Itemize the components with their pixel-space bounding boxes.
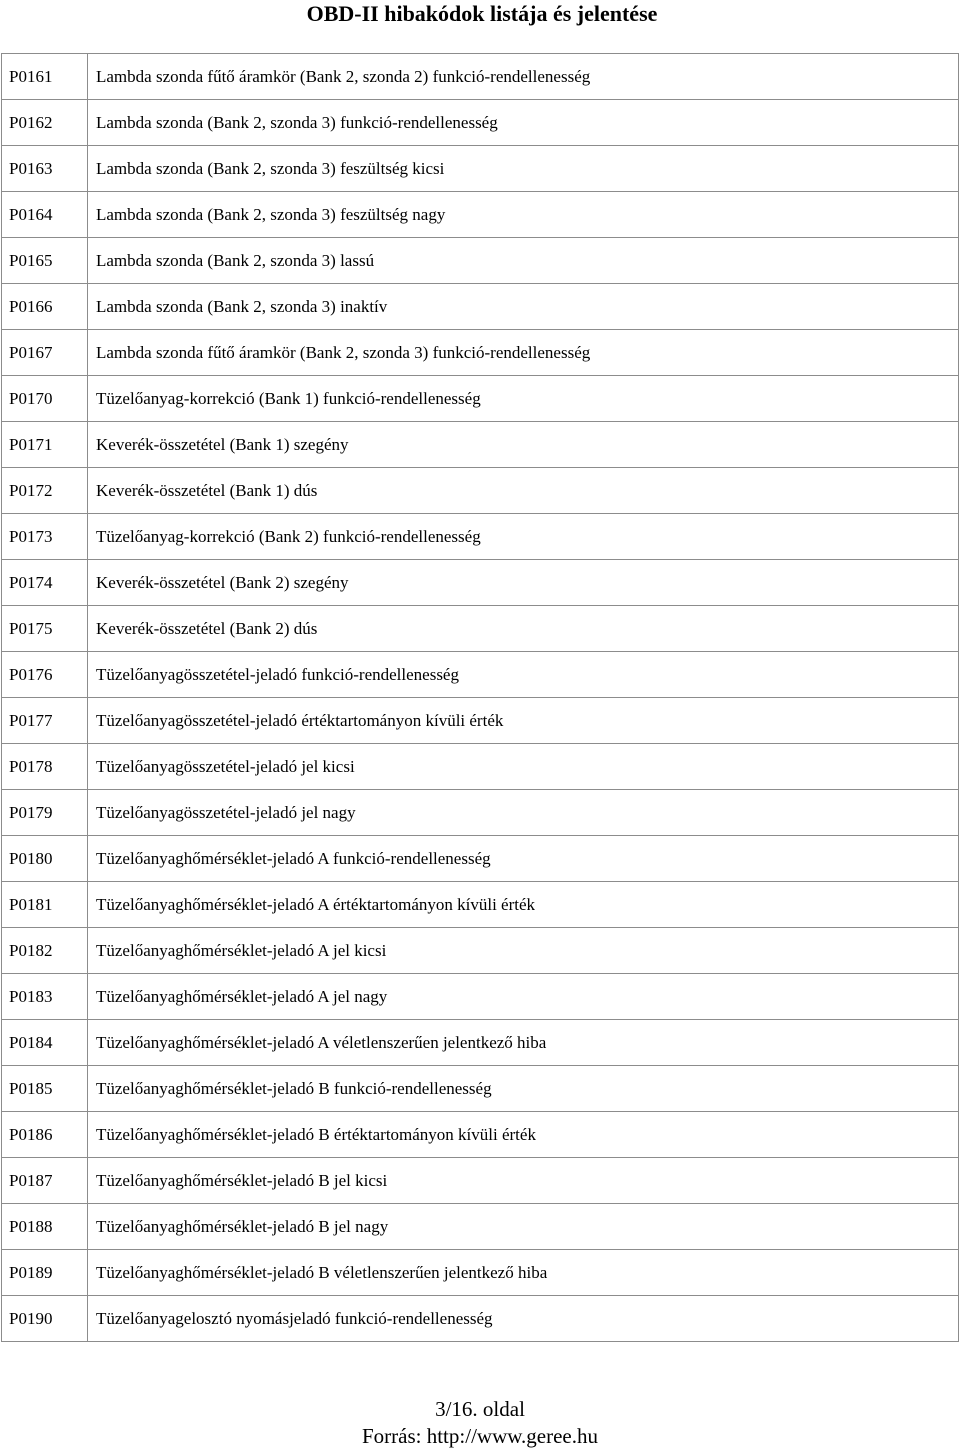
table-row	[2, 376, 959, 422]
error-description-cell: Keverék-összetétel (Bank 2) szegény	[88, 560, 959, 606]
table-row	[2, 1158, 959, 1204]
table-row	[2, 790, 959, 836]
error-description-cell: Lambda szonda fűtő áramkör (Bank 2, szonda 3) funkció-rendellenesség	[88, 330, 959, 376]
error-code-cell: P0181	[2, 882, 88, 928]
error-code-cell: P0173	[2, 514, 88, 560]
error-code-table	[1, 53, 959, 1342]
page-number: 3/16. oldal	[435, 1397, 525, 1421]
error-description-cell: Keverék-összetétel (Bank 1) dús	[88, 468, 959, 514]
table-row	[2, 606, 959, 652]
error-description-cell: Lambda szonda fűtő áramkör (Bank 2, szonda 2) funkció-rendellenesség	[88, 54, 959, 100]
error-description-cell: Tüzelőanyaghőmérséklet-jeladó A értéktartományon kívüli érték	[88, 882, 959, 928]
error-code-cell: P0179	[2, 790, 88, 836]
table-row	[2, 836, 959, 882]
error-code-cell: P0184	[2, 1020, 88, 1066]
error-code-cell: P0164	[2, 192, 88, 238]
error-description-cell: Tüzelőanyagösszetétel-jeladó jel kicsi	[88, 744, 959, 790]
error-description-cell: Keverék-összetétel (Bank 1) szegény	[88, 422, 959, 468]
table-row	[2, 1066, 959, 1112]
error-code-cell: P0190	[2, 1296, 88, 1342]
error-code-cell: P0176	[2, 652, 88, 698]
error-description-cell: Tüzelőanyaghőmérséklet-jeladó A véletlenszerűen jelentkező hiba	[88, 1020, 959, 1066]
table-row	[2, 1204, 959, 1250]
error-code-cell: P0178	[2, 744, 88, 790]
error-description-cell: Tüzelőanyaghőmérséklet-jeladó B jel nagy	[88, 1204, 959, 1250]
error-description-cell: Lambda szonda (Bank 2, szonda 3) funkció-rendellenesség	[88, 100, 959, 146]
table-row	[2, 284, 959, 330]
error-description-cell: Tüzelőanyagösszetétel-jeladó funkció-rendellenesség	[88, 652, 959, 698]
table-row	[2, 882, 959, 928]
error-description-cell: Tüzelőanyagelosztó nyomásjeladó funkció-rendellenesség	[88, 1296, 959, 1342]
table-row	[2, 100, 959, 146]
error-code-cell: P0175	[2, 606, 88, 652]
table-row	[2, 560, 959, 606]
error-description-cell: Tüzelőanyaghőmérséklet-jeladó A jel nagy	[88, 974, 959, 1020]
error-description-cell: Tüzelőanyagösszetétel-jeladó jel nagy	[88, 790, 959, 836]
table-row	[2, 238, 959, 284]
error-description-cell: Lambda szonda (Bank 2, szonda 3) feszültség kicsi	[88, 146, 959, 192]
error-description-cell: Tüzelőanyaghőmérséklet-jeladó B funkció-rendellenesség	[88, 1066, 959, 1112]
table-row	[2, 54, 959, 100]
error-description-cell: Tüzelőanyagösszetétel-jeladó értéktartományon kívüli érték	[88, 698, 959, 744]
error-description-cell: Tüzelőanyag-korrekció (Bank 1) funkció-rendellenesség	[88, 376, 959, 422]
table-row	[2, 1020, 959, 1066]
table-row	[2, 422, 959, 468]
error-description-cell: Tüzelőanyaghőmérséklet-jeladó B véletlenszerűen jelentkező hiba	[88, 1250, 959, 1296]
error-code-cell: P0172	[2, 468, 88, 514]
error-description-cell: Keverék-összetétel (Bank 2) dús	[88, 606, 959, 652]
table-row	[2, 974, 959, 1020]
error-code-cell: P0167	[2, 330, 88, 376]
error-code-cell: P0183	[2, 974, 88, 1020]
table-row	[2, 514, 959, 560]
error-code-cell: P0170	[2, 376, 88, 422]
error-code-cell: P0188	[2, 1204, 88, 1250]
error-code-cell: P0163	[2, 146, 88, 192]
source-link: Forrás: http://www.geree.hu	[361, 1424, 598, 1448]
error-code-cell: P0185	[2, 1066, 88, 1112]
error-description-cell: Lambda szonda (Bank 2, szonda 3) lassú	[88, 238, 959, 284]
error-description-cell: Tüzelőanyaghőmérséklet-jeladó B jel kicsi	[88, 1158, 959, 1204]
table-row	[2, 698, 959, 744]
error-code-cell: P0180	[2, 836, 88, 882]
table-row	[2, 146, 959, 192]
error-code-cell: P0186	[2, 1112, 88, 1158]
error-code-cell: P0171	[2, 422, 88, 468]
table-row	[2, 192, 959, 238]
error-description-cell: Tüzelőanyag-korrekció (Bank 2) funkció-rendellenesség	[88, 514, 959, 560]
error-description-cell: Tüzelőanyaghőmérséklet-jeladó A funkció-rendellenesség	[88, 836, 959, 882]
error-description-cell: Tüzelőanyaghőmérséklet-jeladó B értéktartományon kívüli érték	[88, 1112, 959, 1158]
error-code-cell: P0182	[2, 928, 88, 974]
error-code-cell: P0174	[2, 560, 88, 606]
error-code-cell: P0165	[2, 238, 88, 284]
table-row	[2, 652, 959, 698]
error-description-cell: Lambda szonda (Bank 2, szonda 3) inaktív	[88, 284, 959, 330]
error-description-cell: Lambda szonda (Bank 2, szonda 3) feszültség nagy	[88, 192, 959, 238]
table-row	[2, 1296, 959, 1342]
table-row	[2, 1112, 959, 1158]
table-row	[2, 468, 959, 514]
error-code-cell: P0161	[2, 54, 88, 100]
page-title: OBD-II hibakódok listája és jelentése	[306, 1, 658, 26]
table-row	[2, 744, 959, 790]
page-footer	[0, 1396, 960, 1450]
error-code-table-body	[2, 54, 959, 1342]
error-description-cell: Tüzelőanyaghőmérséklet-jeladó A jel kicsi	[88, 928, 959, 974]
table-row	[2, 330, 959, 376]
error-code-cell: P0162	[2, 100, 88, 146]
error-code-cell: P0189	[2, 1250, 88, 1296]
page-header	[0, 0, 960, 30]
error-code-cell: P0177	[2, 698, 88, 744]
error-code-cell: P0187	[2, 1158, 88, 1204]
table-row	[2, 1250, 959, 1296]
table-row	[2, 928, 959, 974]
error-code-cell: P0166	[2, 284, 88, 330]
